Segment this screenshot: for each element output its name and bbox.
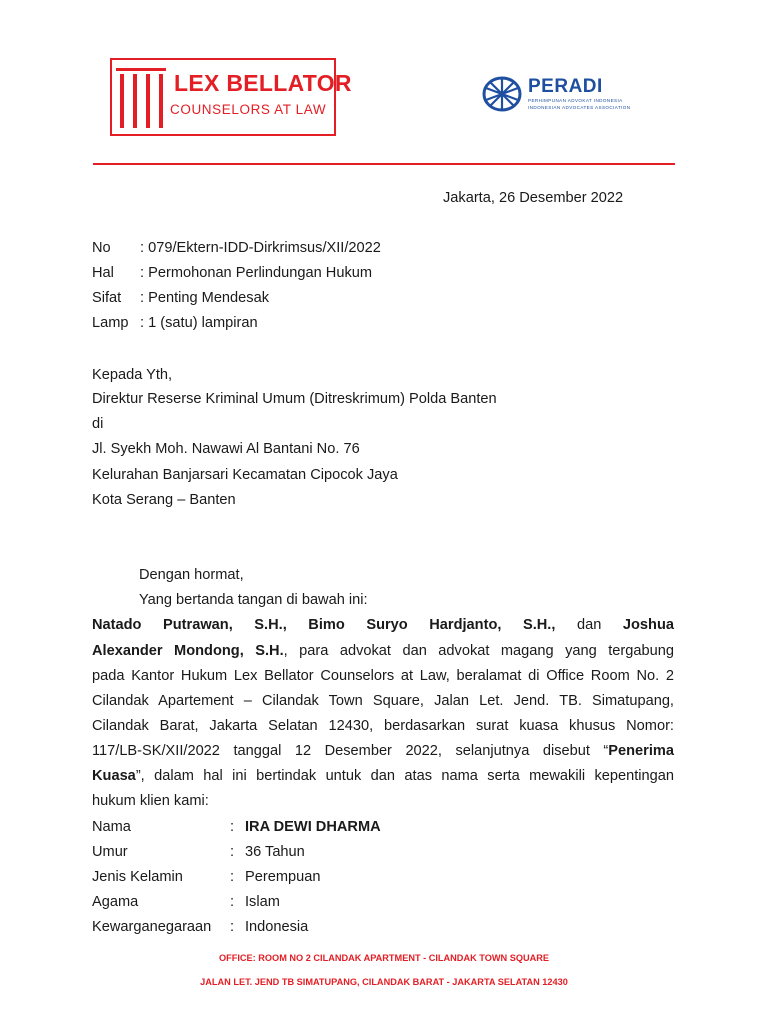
recipient-line: di <box>92 416 104 432</box>
body-line <box>92 768 674 784</box>
client-colon: : <box>230 894 235 910</box>
client-colon: : <box>230 819 235 835</box>
client-label-gender: Jenis Kelamin <box>92 869 183 885</box>
defined-term: Kuasa <box>92 768 136 784</box>
association-logo <box>482 74 652 114</box>
client-value-name: IRA DEWI DHARMA <box>245 819 381 835</box>
body-line <box>92 643 674 659</box>
association-subtitle-en: INDONESIAN ADVOCATES ASSOCIATION <box>528 105 631 110</box>
association-name: PERADI <box>528 76 603 97</box>
meta-value-no: : 079/Ektern-IDD-Dirkrimsus/XII/2022 <box>140 240 381 256</box>
body-text: , para advokat dan advokat magang yang tergabung <box>283 643 674 659</box>
client-colon: : <box>230 844 235 860</box>
advocate-names: Natado Putrawan, S.H., Bimo Suryo Hardjanto, S.H., <box>92 617 556 633</box>
meta-value-sifat: : Penting Mendesak <box>140 290 269 306</box>
body-line: pada Kantor Hukum Lex Bellator Counselors at Law, beralamat di Office Room No. 2 <box>92 668 674 684</box>
defined-term: Penerima <box>608 743 674 759</box>
firm-tagline: COUNSELORS AT LAW <box>170 102 327 117</box>
meta-label-lamp: Lamp <box>92 315 129 331</box>
firm-logo <box>110 58 352 136</box>
body-line: Cilandak Apartement – Cilandak Town Square, Jalan Let. Jend. TB. Simatupang, <box>92 693 674 709</box>
recipient-line: Kepada Yth, <box>92 367 173 383</box>
body-line <box>92 743 674 759</box>
meta-value-lamp: : 1 (satu) lampiran <box>140 315 258 331</box>
association-subtitle-id: PERHIMPUNAN ADVOKAT INDONESIA <box>528 98 623 103</box>
client-value-age: 36 Tahun <box>245 844 305 860</box>
body-text: ”, dalam hal ini bertindak untuk dan atas nama serta mewakili kepentingan <box>135 768 674 784</box>
firm-name: LEX BELLATOR <box>174 70 352 96</box>
body-text: dan <box>576 617 602 633</box>
body-line: hukum klien kami: <box>92 793 209 809</box>
pillars-icon <box>116 66 170 130</box>
client-colon: : <box>230 869 235 885</box>
client-value-gender: Perempuan <box>245 869 321 885</box>
greeting: Dengan hormat, <box>139 567 244 583</box>
meta-label-hal: Hal <box>92 265 114 281</box>
body-line: Cilandak Barat, Jakarta Selatan 12430, berdasarkan surat kuasa khusus Nomor: <box>92 718 674 734</box>
meta-label-no: No <box>92 240 111 256</box>
recipient-line: Direktur Reserse Kriminal Umum (Ditreskrimum) Polda Banten <box>92 391 497 407</box>
client-label-age: Umur <box>92 844 128 860</box>
globe-icon <box>482 76 522 112</box>
footer-address-line: OFFICE: ROOM NO 2 CILANDAK APARTMENT - CILANDAK TOWN SQUARE <box>218 953 550 963</box>
client-colon: : <box>230 919 235 935</box>
recipient-line: Jl. Syekh Moh. Nawawi Al Bantani No. 76 <box>92 441 360 457</box>
header-divider <box>93 163 675 165</box>
client-value-religion: Islam <box>245 894 280 910</box>
meta-label-sifat: Sifat <box>92 290 122 306</box>
letter-date: Jakarta, 26 Desember 2022 <box>443 190 624 206</box>
recipient-line: Kelurahan Banjarsari Kecamatan Cipocok Jaya <box>92 467 398 483</box>
client-label-name: Nama <box>92 819 131 835</box>
advocate-name: Alexander Mondong, S.H. <box>92 643 284 659</box>
intro-text: Yang bertanda tangan di bawah ini: <box>139 592 368 608</box>
advocate-name: Joshua <box>622 617 674 633</box>
body-line <box>92 617 674 633</box>
client-label-nationality: Kewarganegaraan <box>92 919 212 935</box>
meta-value-hal: : Permohonan Perlindungan Hukum <box>140 265 373 281</box>
recipient-line: Kota Serang – Banten <box>92 492 236 508</box>
body-text: 117/LB-SK/XII/2022 tanggal 12 Desember 2022, selanjutnya disebut “ <box>92 743 609 759</box>
client-label-religion: Agama <box>92 894 139 910</box>
client-value-nationality: Indonesia <box>245 919 309 935</box>
footer-address-line: JALAN LET. JEND TB SIMATUPANG, CILANDAK BARAT - JAKARTA SELATAN 12430 <box>200 977 568 987</box>
